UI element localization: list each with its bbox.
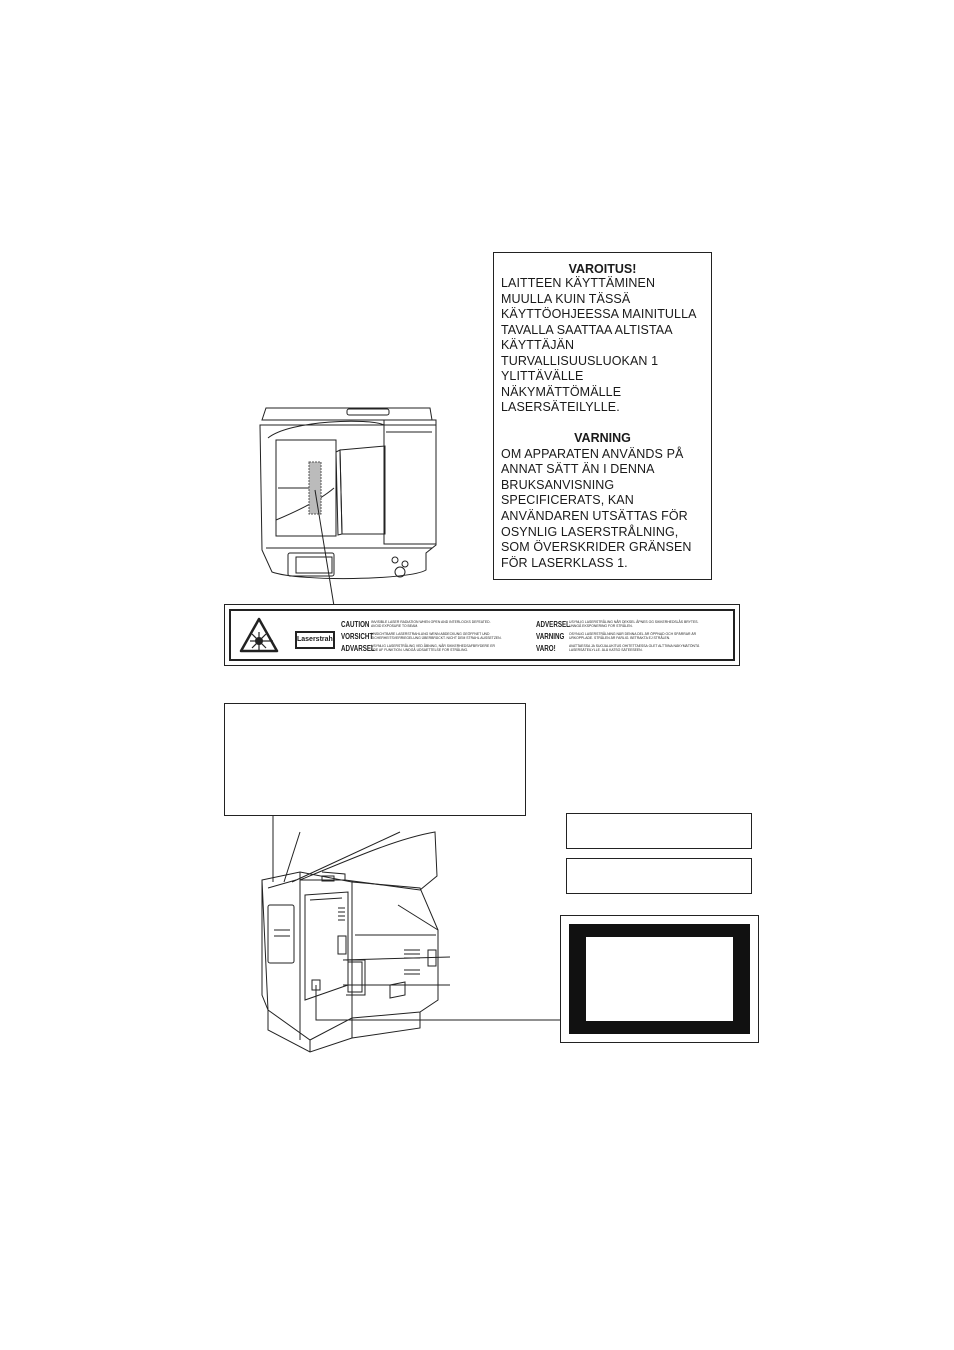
adversel-text: UNNGÅ EKSPONERING FOR STRÅLEN. xyxy=(569,624,633,628)
varning-text: OSYNLIG LASERSTRÅLNING NÄR DENNA DEL ÄR ÖPPNAD OCH SPÄRRAR ÄR xyxy=(569,632,697,636)
swedish-warning-line: OSYNLIG LASERSTRÅLNING, xyxy=(501,525,679,539)
finnish-warning-line: NÄKYMÄTTÖMÄLLE xyxy=(501,385,622,399)
varo-text: LASERSÄTEILYLLE. ÄLÄ KATSO SÄTEESEEN. xyxy=(569,648,643,652)
advarsel-text: USYNLIG LASERSTRÅLING VED ÅBNING, NÅR SIKKERHEDSAFBRYDERE ER xyxy=(371,644,495,648)
laserstrahl-symbol: Laserstrahl xyxy=(295,631,335,649)
finnish-warning-line: KÄYTTÖOHJEESSA MAINITULLA xyxy=(501,307,697,321)
advarsel-text: UDE AF FUNKTION. UNDGÅ UDSAETTELSE FOR STRÅLING. xyxy=(371,648,469,652)
finnish-warning-line: KÄYTTÄJÄN xyxy=(501,338,575,352)
caution-heading: CAUTION xyxy=(341,620,370,629)
vorsicht-text: SICHERHEITSVERRIEGELUNG ÜBERBRÜCKT. NICHT DEM STRAHL AUSSETZEN. xyxy=(371,636,502,640)
varning-heading: VARNING xyxy=(536,632,565,641)
adversel-text: USYNLIG LASERSTRÅLING NÅR DEKSEL ÅPNES OG SIKKERHEDSLÅS BRYTES. xyxy=(569,620,699,624)
finnish-warning-line: YLITTÄVÄLLE xyxy=(501,369,584,383)
advarsel-heading: ADVARSEL xyxy=(341,644,375,653)
adversel-heading: ADVERSEL xyxy=(536,620,570,629)
varo-text: AVATTAESSA JA SUOJALUKITUS OHITETTAESSA OLET ALTTIINA NÄKYMÄTÖNTÄ xyxy=(569,644,700,648)
varning-text: URKOPPLADE. STRÅLEN ÄR FARLIG. BETRAKTA EJ STRÅLEN. xyxy=(569,636,671,640)
finnish-warning-line: MUULLA KUIN TÄSSÄ xyxy=(501,292,631,306)
varo-heading: VARO! xyxy=(536,644,556,653)
finnish-warning-line: TURVALLISUUSLUOKAN 1 xyxy=(501,354,659,368)
swedish-warning-line: BRUKSANVISNING xyxy=(501,478,615,492)
swedish-warning-line: ANVÄNDAREN UTSÄTTAS FÖR xyxy=(501,509,688,523)
caution-text: AVOID EXPOSURE TO BEAM. xyxy=(371,624,419,628)
finnish-warning-line: LASERSÄTEILYLLE. xyxy=(501,400,620,414)
caution-text: INVISIBLE LASER RADIATION WHEN OPEN AND INTERLOCKS DEFEATED. xyxy=(371,620,491,624)
swedish-warning-line: SPECIFICERATS, KAN xyxy=(501,493,634,507)
swedish-warning-line: ANNAT SÄTT ÄN I DENNA xyxy=(501,462,655,476)
swedish-warning-line: OM APPARATEN ANVÄNDS PÅ xyxy=(501,447,684,461)
swedish-warning-line: SOM ÖVERSKRIDER GRÄNSEN xyxy=(501,540,692,554)
finnish-warning-line: TAVALLA SAATTAA ALTISTAA xyxy=(501,323,673,337)
vorsicht-heading: VORSICHT xyxy=(341,632,374,641)
swedish-warning-title: VARNING xyxy=(574,431,631,445)
vorsicht-text: UNSICHTBARE LASERSTRAHLUNG WENN ABDECKUNG GEÖFFNET UND xyxy=(371,632,490,636)
finnish-warning-line: LAITTEEN KÄYTTÄMINEN xyxy=(501,276,656,290)
swedish-warning-line: FÖR LASERKLASS 1. xyxy=(501,556,628,570)
finnish-warning-title: VAROITUS! xyxy=(568,262,637,276)
